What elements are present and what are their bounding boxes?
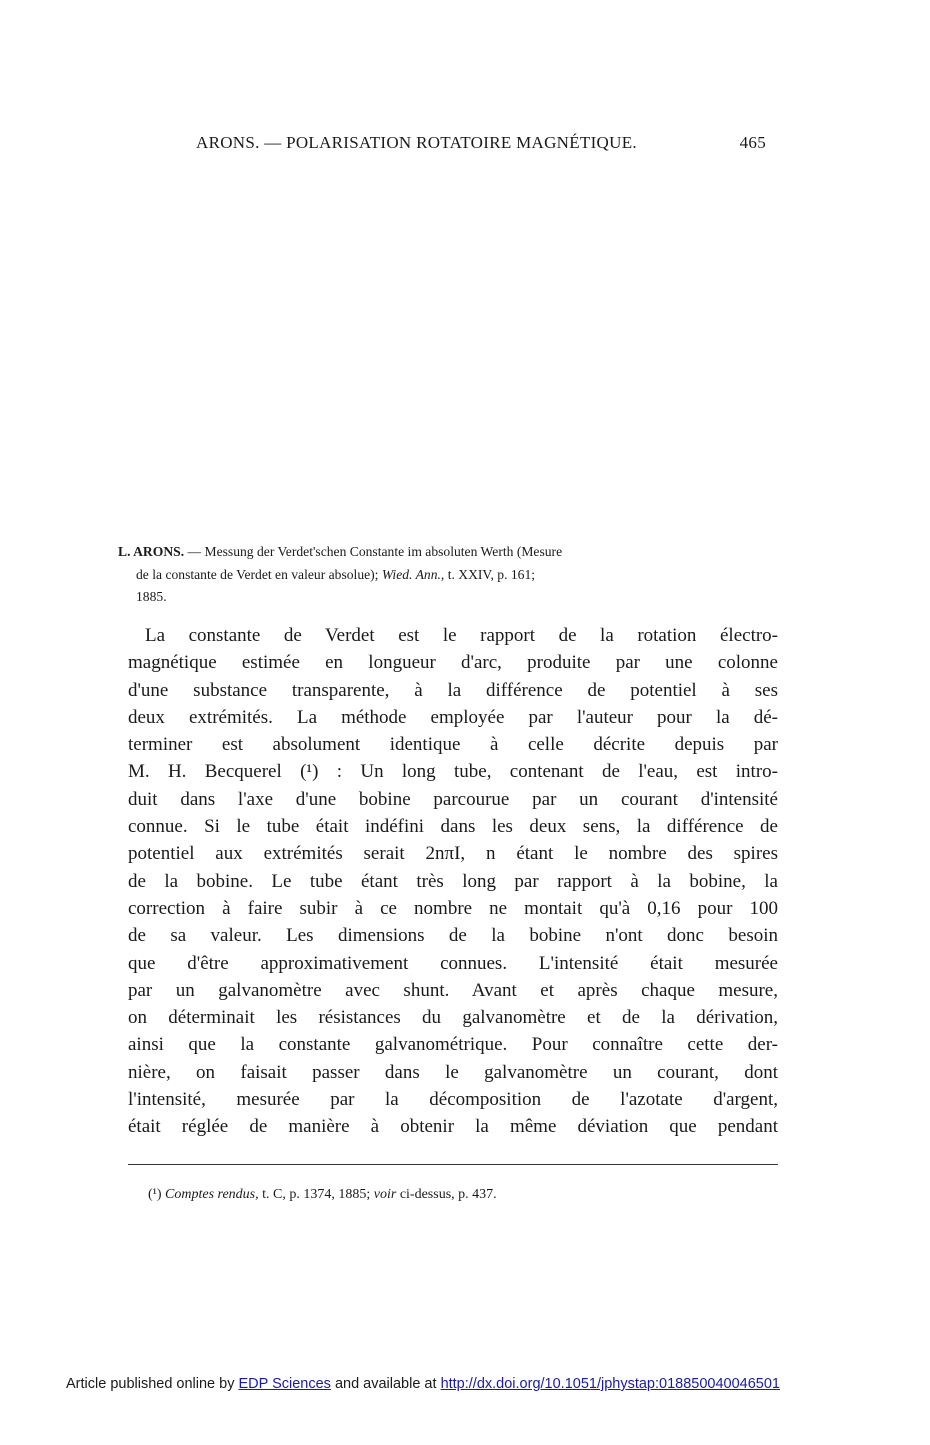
body-line: on déterminait les résistances du galvanomètre et de la dérivation, bbox=[128, 1007, 778, 1029]
bibliographic-reference bbox=[118, 541, 778, 609]
footer-middle: and available at bbox=[330, 1376, 441, 1392]
body-line: connue. Si le tube était indéfini dans les deux sens, la différence de bbox=[128, 816, 778, 838]
footnote-marker: (¹) bbox=[148, 1187, 166, 1202]
footnote-voir: voir bbox=[373, 1187, 397, 1202]
reference-author: L. ARONS. bbox=[118, 544, 185, 559]
publisher-link[interactable]: EDP Sciences bbox=[238, 1376, 331, 1392]
reference-volume: t. XXIV, p. 161; bbox=[444, 566, 536, 582]
reference-line-2 bbox=[118, 564, 778, 587]
body-line: était réglée de manière à obtenir la même déviation que pendant bbox=[128, 1116, 778, 1138]
body-line: de la bobine. Le tube étant très long par rapport à la bobine, la bbox=[128, 870, 778, 892]
footnote-source: Comptes rendus, bbox=[165, 1187, 259, 1202]
footnote-rule bbox=[128, 1164, 778, 1165]
body-line: correction à faire subir à ce nombre ne montait qu'à 0,16 pour 100 bbox=[128, 897, 778, 919]
footnote bbox=[148, 1187, 768, 1203]
body-line: d'une substance transparente, à la différence de potentiel à ses bbox=[128, 679, 778, 701]
running-title: ARONS. — POLARISATION ROTATOIRE MAGNÉTIQUE. bbox=[196, 133, 637, 152]
body-line: duit dans l'axe d'une bobine parcourue par un courant d'intensité bbox=[128, 788, 778, 810]
reference-translation: de la constante de Verdet en valeur absolue); bbox=[136, 566, 382, 582]
body-line: par un galvanomètre avec shunt. Avant et après chaque mesure, bbox=[128, 979, 778, 1001]
body-line: potentiel aux extrémités serait 2nπI, n étant le nombre des spires bbox=[128, 843, 778, 865]
footer-prefix: Article published online by bbox=[66, 1376, 239, 1392]
footnote-rest: ci-dessus, p. 437. bbox=[396, 1187, 497, 1202]
body-line: nière, on faisait passer dans le galvanomètre un courant, dont bbox=[128, 1061, 778, 1083]
body-line: deux extrémités. La méthode employée par l'auteur pour la dé- bbox=[128, 706, 778, 728]
body-line: ainsi que la constante galvanométrique. Pour connaître cette der- bbox=[128, 1034, 778, 1056]
body-line: de sa valeur. Les dimensions de la bobine n'ont donc besoin bbox=[128, 925, 778, 947]
publisher-footer bbox=[66, 1376, 866, 1392]
body-line: que d'être approximativement connues. L'intensité était mesurée bbox=[128, 952, 778, 974]
reference-journal: Wied. Ann., bbox=[381, 566, 445, 582]
body-line: M. H. Becquerel (¹) : Un long tube, contenant de l'eau, est intro- bbox=[128, 761, 778, 783]
body-line: magnétique estimée en longueur d'arc, produite par une colonne bbox=[128, 652, 778, 674]
body-line: l'intensité, mesurée par la décomposition de l'azotate d'argent, bbox=[128, 1089, 778, 1111]
body-line: terminer est absolument identique à celle décrite depuis par bbox=[128, 734, 778, 756]
doi-link[interactable]: http://dx.doi.org/10.1051/jphystap:018850040046501 bbox=[440, 1376, 780, 1392]
body-line: La constante de Verdet est le rapport de la rotation électro- bbox=[145, 625, 778, 646]
reference-dash: — bbox=[184, 544, 205, 559]
reference-title: Messung der Verdet'schen Constante im absoluten Werth (Mesure bbox=[204, 544, 563, 559]
footnote-citation: t. C, p. 1374, 1885; bbox=[258, 1187, 374, 1202]
reference-line-1 bbox=[118, 541, 778, 564]
body-text bbox=[128, 622, 778, 1141]
reference-year: 1885. bbox=[136, 589, 167, 604]
page-number: 465 bbox=[739, 133, 766, 152]
